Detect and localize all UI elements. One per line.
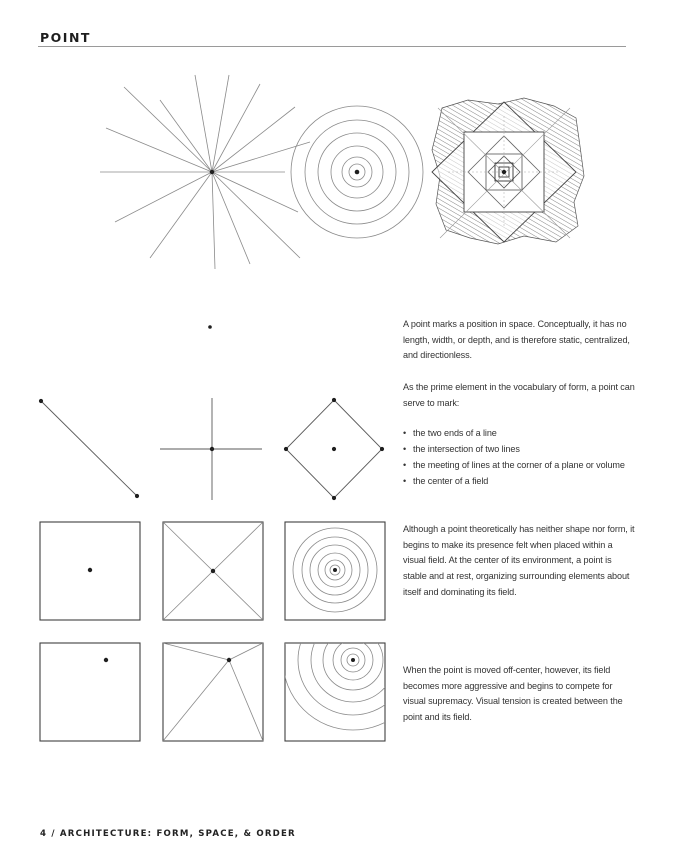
paragraph-point-definition: A point marks a position in space. Conceptually, it has no length, width, or depth, and is therefore static, centralized, and directionless.: [403, 319, 630, 361]
paragraph-centered-field: Although a point theoretically has neither shape nor form, it begins to make its presence felt when placed within a visual field. At the center of its environment, a point is stable and at rest, organizing surrounding elements about itself and dominating its field.: [403, 524, 635, 597]
single-point: [206, 323, 214, 331]
list-item: • the two ends of a line: [403, 426, 635, 442]
intersecting-lines-diagram: [160, 398, 265, 502]
page-footer: 4 / ARCHITECTURE: FORM, SPACE, & ORDER: [40, 829, 296, 839]
line-ends-diagram: [36, 395, 142, 501]
centered-circles-field: [283, 520, 387, 622]
centered-diagonals-field: [161, 520, 265, 622]
list-item: • the meeting of lines at the corner of a plane or volume: [403, 458, 635, 474]
paragraph-off-center: When the point is moved off-center, however, its field becomes more aggressive and begins to compete for visual supremacy. Visual tension is created between the point and its field.: [403, 665, 623, 723]
off-center-paragraph: [403, 663, 635, 726]
page-title: POINT: [40, 30, 91, 45]
off-center-circles-field: [283, 641, 387, 743]
centered-point-field: [38, 520, 142, 622]
off-center-point-field: [38, 641, 142, 743]
intro-paragraph: [403, 317, 635, 364]
diamond-corners-diagram: [282, 395, 387, 503]
list-item: • the center of a field: [403, 474, 635, 490]
off-center-lines-field: [161, 641, 265, 743]
concentric-circles-illustration: [290, 105, 425, 240]
centered-field-paragraph: [403, 522, 635, 601]
point-uses-list: [403, 426, 635, 489]
prime-element-block: [403, 380, 635, 489]
paragraph-prime-element: As the prime element in the vocabulary of form, a point can serve to mark:: [403, 382, 635, 408]
hatched-field-illustration: [428, 96, 588, 248]
list-item: • the intersection of two lines: [403, 442, 635, 458]
header-rule: [38, 46, 626, 47]
